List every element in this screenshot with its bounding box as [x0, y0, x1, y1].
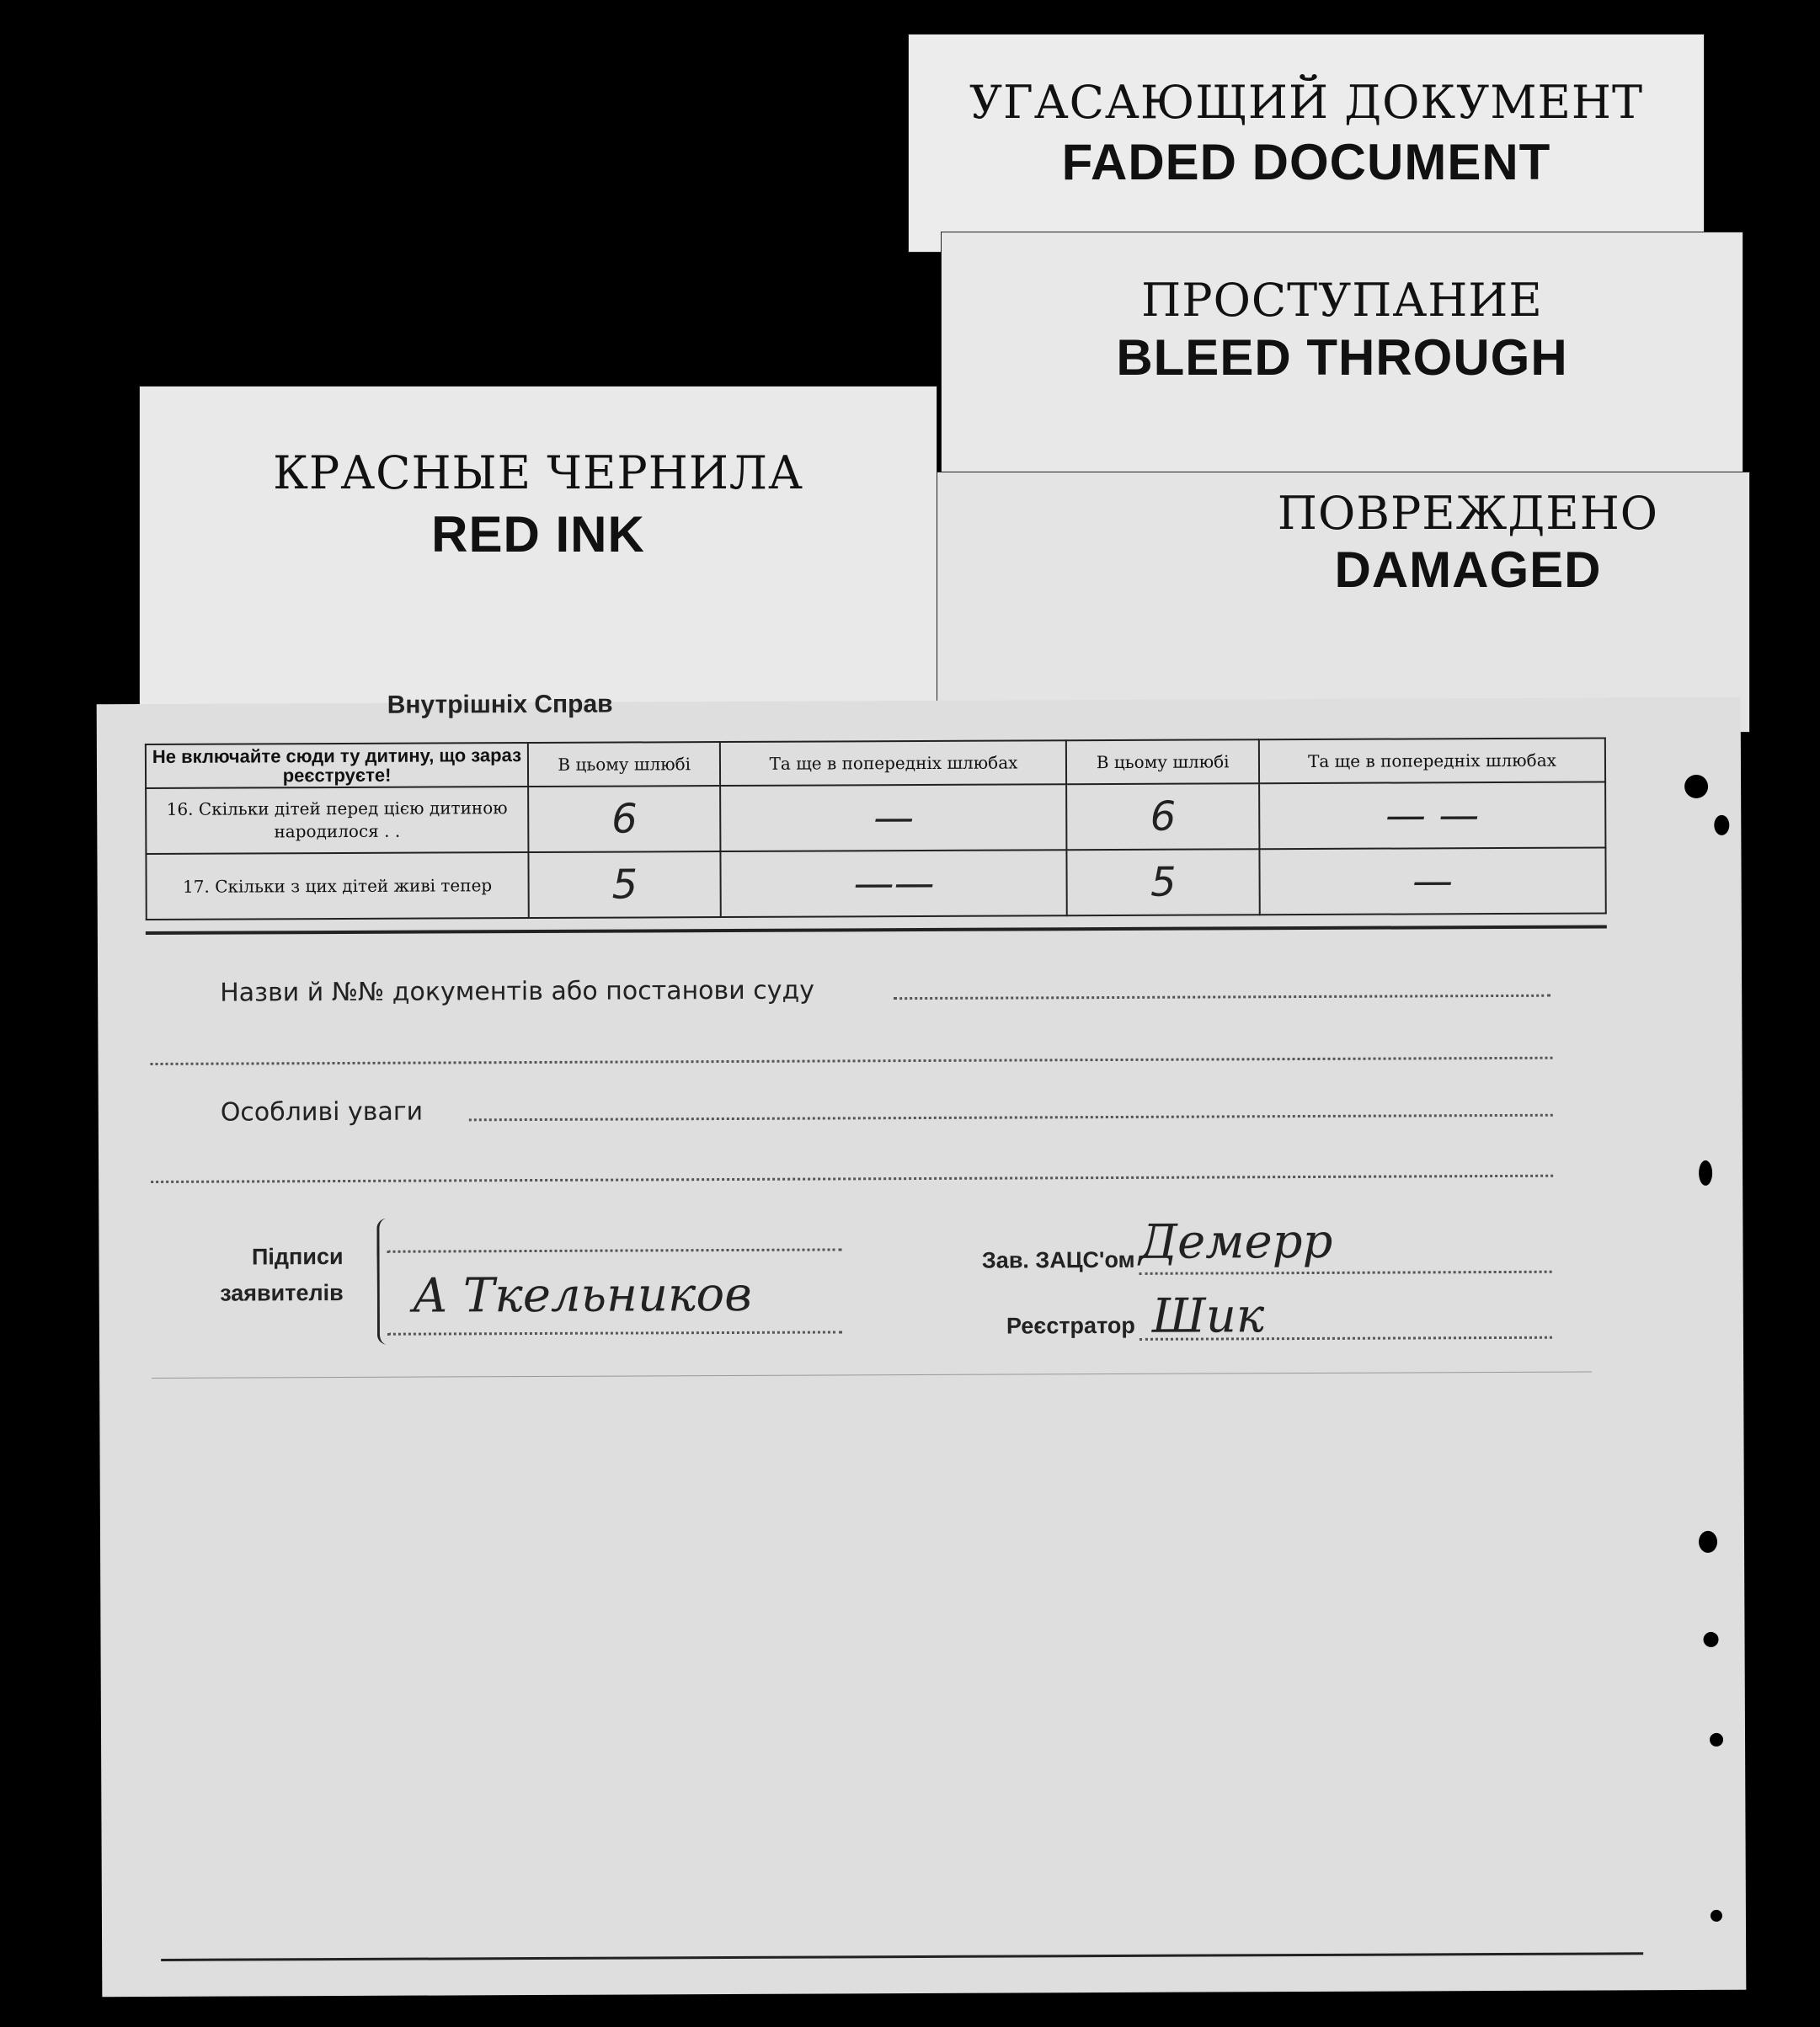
row-value: 6: [1067, 783, 1260, 850]
remarks-dotted-line-2: [151, 1175, 1553, 1183]
applicants-brace: [376, 1219, 392, 1345]
red-ink-label-en: RED INK: [431, 506, 645, 563]
row-value: —: [721, 784, 1067, 851]
col-header: В цьому шлюбі: [1066, 739, 1259, 784]
col-header: Та ще в попередніх шлюбах: [720, 740, 1066, 786]
thin-divider: [152, 1372, 1592, 1379]
form-header-fragment: Внутрішніх Справ: [387, 690, 613, 719]
applicants-label-line2: заявителів: [220, 1279, 344, 1306]
row-value: 6: [528, 786, 721, 852]
row-value: — —: [1259, 782, 1605, 850]
faded-document-card: [908, 34, 1705, 253]
punch-hole: [1711, 1910, 1722, 1922]
punch-hole: [1710, 1733, 1723, 1747]
faded-label-ru: УГАСАЮЩИЙ ДОКУМЕНТ: [969, 76, 1644, 129]
red-ink-card: [139, 386, 937, 739]
punch-hole: [1699, 1531, 1717, 1553]
table-row: [146, 782, 1605, 855]
damaged-label-ru: ПОВРЕЖДЕНО: [1277, 487, 1659, 540]
col-header: В цьому шлюбі: [528, 742, 721, 787]
row-value: ——: [721, 850, 1067, 917]
head-dotted-line: [1140, 1271, 1552, 1275]
applicants-label: [200, 1244, 343, 1307]
bleed-through-card: [941, 232, 1743, 476]
red-ink-label-ru: КРАСНЫЕ ЧЕРНИЛА: [273, 446, 803, 499]
col-header: Та ще в попередніх шлюбах: [1259, 738, 1605, 783]
documents-label: Назви й №№ документів або постанови суду: [220, 975, 815, 1008]
registrar-signature: Шик: [1151, 1288, 1265, 1344]
faded-label-en: FADED DOCUMENT: [1061, 134, 1551, 190]
registrar-label: Реєстратор: [1006, 1312, 1135, 1339]
bleed-label-ru: ПРОСТУПАНИЕ: [1141, 274, 1543, 327]
applicant-dotted-line-1: [387, 1248, 841, 1252]
table-header-row: [146, 738, 1605, 788]
row-question: 17. Скільки з цих дітей живі тепер: [146, 852, 528, 920]
remarks-dotted-line: [469, 1114, 1553, 1122]
punch-hole: [1703, 1632, 1718, 1647]
table-bottom-rule: [146, 925, 1607, 935]
head-label: Зав. ЗАЦС'ом: [981, 1246, 1135, 1273]
applicant-signature: А Ткельников: [412, 1267, 752, 1324]
applicants-label-line1: Підписи: [251, 1243, 344, 1270]
documents-dotted-line-2: [151, 1057, 1553, 1065]
damaged-card: [933, 472, 1750, 733]
table-row: [146, 848, 1605, 920]
table-lead-header: Не включайте сюди ту дитину, що зараз реєструєте!: [146, 743, 528, 788]
row-question: 16. Скільки дітей перед цією дитиною народилося . .: [146, 787, 528, 854]
sheet-bottom-rule: [161, 1952, 1643, 1961]
punch-hole: [1684, 775, 1708, 798]
row-value: —: [1259, 848, 1605, 915]
punch-hole: [1714, 815, 1729, 835]
head-signature: Демерр: [1139, 1214, 1333, 1270]
registration-form-sheet: [97, 690, 1747, 1998]
row-value: 5: [528, 851, 721, 918]
documents-dotted-line: [894, 995, 1550, 1000]
children-table: [145, 737, 1607, 920]
damaged-label-en: DAMAGED: [1334, 541, 1602, 598]
punch-hole: [1699, 1160, 1712, 1186]
bleed-label-en: BLEED THROUGH: [1116, 329, 1568, 386]
applicant-dotted-line-2: [387, 1331, 842, 1335]
row-value: 5: [1067, 849, 1260, 915]
remarks-label: Особливі уваги: [220, 1096, 424, 1128]
